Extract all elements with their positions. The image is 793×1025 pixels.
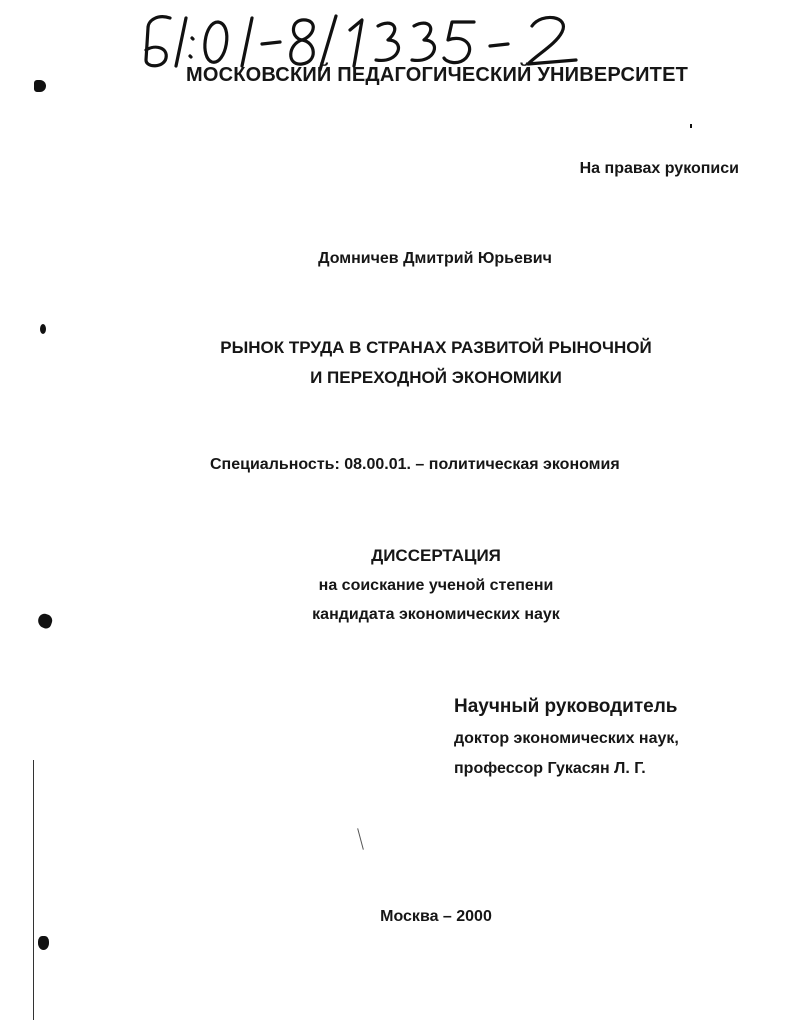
binder-hole-mark	[40, 324, 46, 334]
university-name: МОСКОВСКИЙ ПЕДАГОГИЧЕСКИЙ УНИВЕРСИТЕТ	[186, 64, 689, 86]
degree-line-1: на соискание ученой степени	[318, 577, 554, 594]
binder-edge-line	[33, 760, 34, 1020]
thesis-title-line-2: И ПЕРЕХОДНОЙ ЭКОНОМИКИ	[310, 368, 562, 387]
handwritten-catalog-number-drawing	[130, 8, 590, 72]
scan-speck	[690, 124, 692, 128]
city-year: Москва – 2000	[380, 908, 492, 925]
author-name: Домничев Дмитрий Юрьевич	[318, 250, 552, 267]
advisor-degree: доктор экономических наук,	[454, 730, 679, 747]
degree-line-2: кандидата экономических наук	[312, 606, 560, 623]
scan-speck	[357, 828, 364, 850]
advisor-heading: Научный руководитель	[454, 696, 678, 717]
binder-hole-mark	[34, 80, 46, 92]
handwritten-catalog-number	[130, 8, 590, 72]
advisor-name: профессор Гукасян Л. Г.	[454, 760, 646, 777]
specialty-line: Специальность: 08.00.01. – политическая экономия	[210, 456, 620, 473]
manuscript-note: На правах рукописи	[579, 160, 739, 177]
dissertation-heading: ДИССЕРТАЦИЯ	[371, 546, 501, 565]
binder-hole-mark	[38, 936, 49, 950]
thesis-title-line-1: РЫНОК ТРУДА В СТРАНАХ РАЗВИТОЙ РЫНОЧНОЙ	[220, 338, 652, 357]
